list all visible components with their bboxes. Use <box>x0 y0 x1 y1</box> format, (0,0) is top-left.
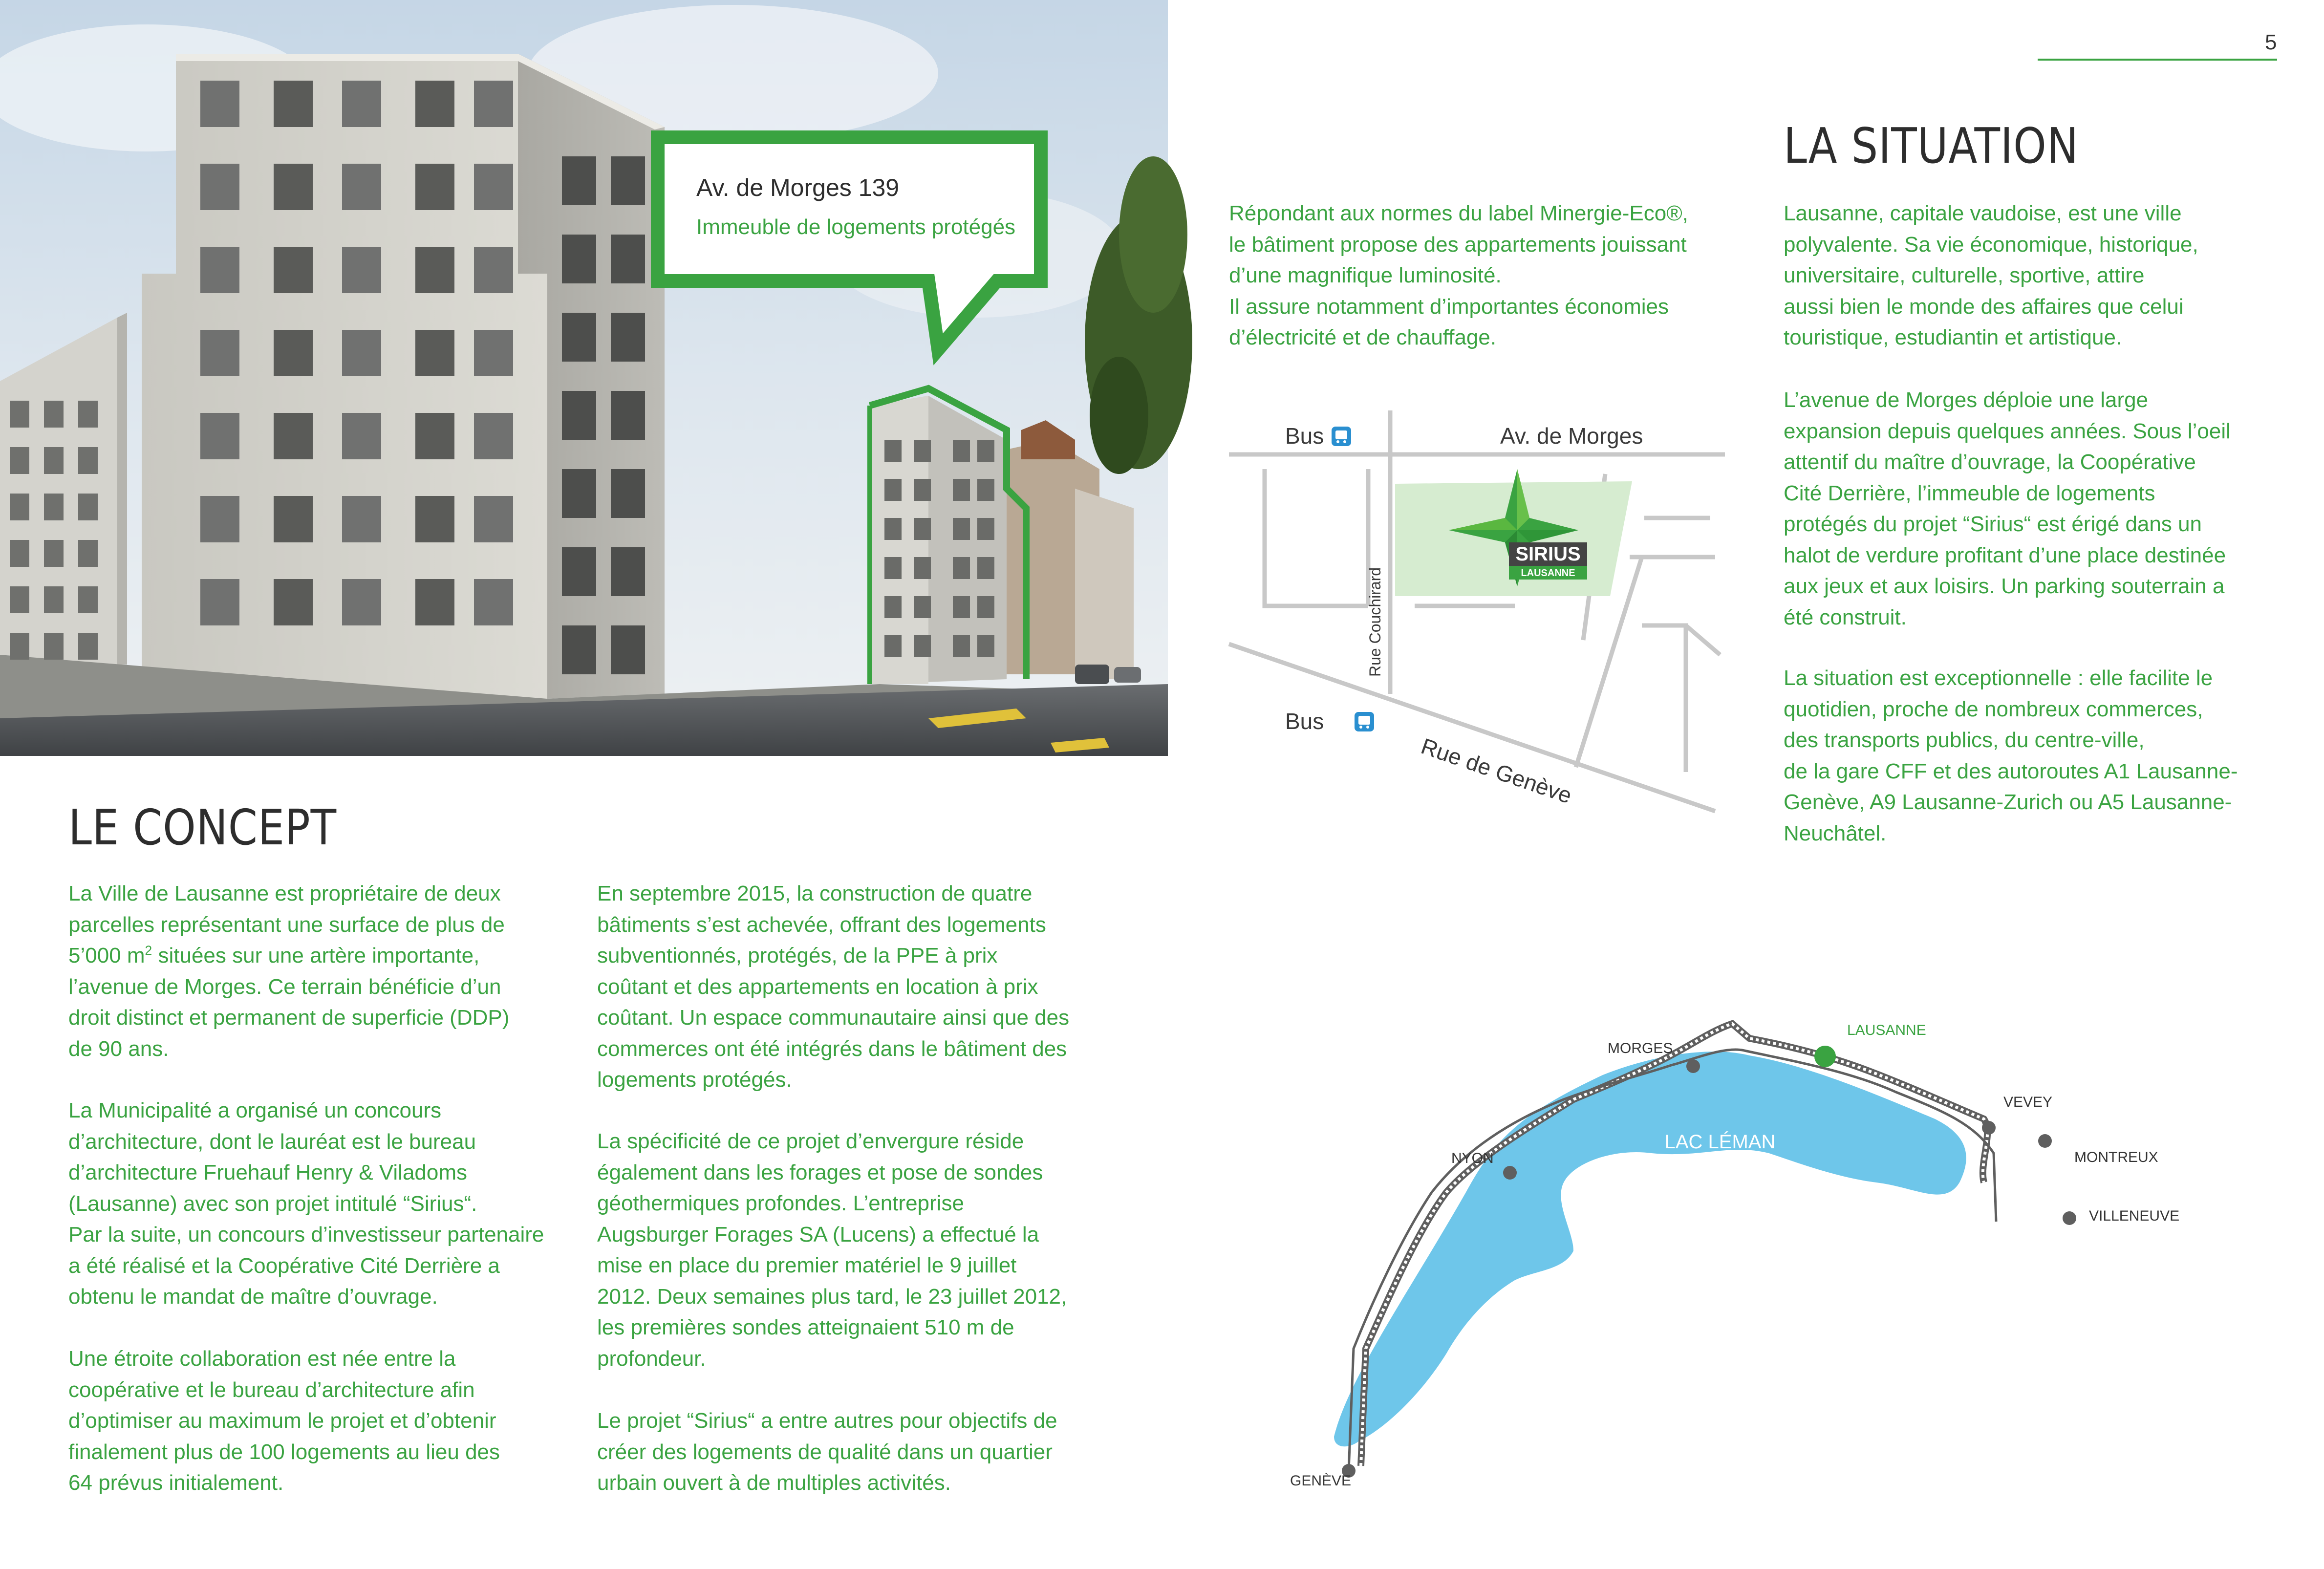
building-window <box>914 557 931 579</box>
building-window <box>474 247 513 293</box>
building-window <box>415 247 454 293</box>
building-window <box>274 81 313 127</box>
building-window <box>611 469 645 518</box>
building-window <box>562 391 596 440</box>
page-number-rule <box>2038 59 2277 61</box>
building-window <box>474 330 513 376</box>
concept-col2-p3: Le projet “Sirius“ a entre autres pour objectifs de créer des logements de qualité dans un quartier urbain ouvert à de multiples activités. <box>597 1409 1057 1495</box>
building-window <box>415 413 454 459</box>
building-window <box>562 235 596 283</box>
building-window <box>953 440 970 462</box>
building-window <box>10 401 29 428</box>
building-window <box>274 247 313 293</box>
building-window <box>914 518 931 540</box>
building-window <box>562 547 596 596</box>
building-window <box>274 413 313 459</box>
building-window <box>200 247 239 293</box>
building-window <box>884 635 902 657</box>
street-map <box>1222 401 1740 821</box>
building-window <box>474 579 513 625</box>
building-window <box>78 401 98 428</box>
concept-heading: LE CONCEPT <box>68 799 337 856</box>
building-window <box>10 633 29 660</box>
building-window <box>10 447 29 474</box>
building-window <box>200 164 239 210</box>
bus-label-bottom: Bus <box>1285 709 1324 734</box>
building-window <box>10 586 29 613</box>
building-window <box>884 440 902 462</box>
building-window <box>474 81 513 127</box>
callout-frame <box>655 134 1046 359</box>
building-window <box>977 596 994 618</box>
city-morges: MORGES <box>1608 1040 1673 1056</box>
building-window <box>415 579 454 625</box>
building-window <box>562 469 596 518</box>
building-window <box>977 518 994 540</box>
city-vevey: VEVEY <box>2003 1094 2053 1110</box>
building-window <box>415 164 454 210</box>
building-window <box>200 579 239 625</box>
building-window <box>474 413 513 459</box>
building-window <box>914 440 931 462</box>
building-window <box>415 330 454 376</box>
building-window <box>342 496 381 542</box>
city-nyon: NYON <box>1451 1150 1494 1166</box>
building-window <box>953 596 970 618</box>
building-window <box>44 540 64 567</box>
sirius-logo-city: LAUSANNE <box>1521 568 1575 579</box>
situation-p1: Lausanne, capitale vaudoise, est une ville polyvalente. Sa vie économique, historique, universitaire, culturelle, sportive, attire aussi bien le monde des affaires que celui touristique, estudiantin et artistique. <box>1784 201 2198 349</box>
lake-name: LAC LÉMAN <box>1664 1131 1776 1153</box>
building-window <box>78 540 98 567</box>
building-window <box>44 401 64 428</box>
building-window <box>274 164 313 210</box>
bus-label-top: Bus <box>1285 423 1324 449</box>
building-window <box>78 633 98 660</box>
building-window <box>953 635 970 657</box>
building-window <box>914 479 931 501</box>
building-window <box>562 625 596 674</box>
rue-geneve-label: Rue de Genève <box>1418 733 1575 809</box>
city-geneve: GENÈVE <box>1290 1473 1352 1489</box>
rue-couchirard-label: Rue Couchirard <box>1366 567 1384 677</box>
building-window <box>611 313 645 362</box>
page-number: 5 <box>2265 30 2277 54</box>
building-window <box>977 440 994 462</box>
building-window <box>415 81 454 127</box>
building-window <box>914 596 931 618</box>
building-window <box>342 247 381 293</box>
callout-subtitle: Immeuble de logements protégés <box>696 215 1016 239</box>
bus-icon <box>1355 712 1374 731</box>
concept-col2-p2: La spécificité de ce projet d’envergure réside également dans les forages et pose de sondes géothermiques profondes. L’entreprise Augsburger Forages SA (Lucens) a effectué la mise en place du premier matériel le 9 juillet 2012. Deux semaines plus tard, le 23 juillet 2012, les premières sondes atteignaient 510 m de profondeur. <box>597 1129 1067 1371</box>
building-window <box>10 494 29 520</box>
building-window <box>200 330 239 376</box>
concept-col2-p1: En septembre 2015, la construction de quatre bâtiments s’est achevée, offrant des logements subventionnés, protégés, de la PPE à prix coûtant et des appartements en location à prix coûtant. Un espace communautaire ainsi que des commerces ont été intégrés dans le bâtiment des logements protégés. <box>597 881 1070 1092</box>
building-window <box>977 479 994 501</box>
building-window <box>953 518 970 540</box>
building-window <box>200 496 239 542</box>
building-photo <box>0 0 1168 756</box>
building-window <box>415 496 454 542</box>
building-window <box>611 391 645 440</box>
lake-shape <box>1334 1052 1966 1446</box>
concept-col1-p1: La Ville de Lausanne est propriétaire de deux parcelles représentant une surface de plus de 5’000 $m^2$ situées sur une artère importante, l’avenue de Morges. Ce terrain bénéficie d’un droit distinct et permanent de superficie (DDP) de 90 ans. <box>68 881 510 1061</box>
building-window <box>884 518 902 540</box>
city-villeneuve: VILLENEUVE <box>2089 1208 2180 1224</box>
building-window <box>977 635 994 657</box>
building-window <box>274 579 313 625</box>
situation-heading: LA SITUATION <box>1784 117 2079 174</box>
building-window <box>611 235 645 283</box>
city-montreux: MONTREUX <box>2074 1149 2158 1165</box>
building-window <box>953 557 970 579</box>
city-lausanne: LAUSANNE <box>1847 1022 1926 1038</box>
building-window <box>274 496 313 542</box>
building-window <box>44 494 64 520</box>
building-window <box>78 494 98 520</box>
building-window <box>78 447 98 474</box>
building-window <box>342 330 381 376</box>
building-window <box>200 413 239 459</box>
building-window <box>342 579 381 625</box>
building-window <box>953 479 970 501</box>
lake-map <box>1261 977 2180 1505</box>
situation-p2: L’avenue de Morges déploie une large expansion depuis quelques années. Sous l’oeil attentif du maître d’ouvrage, la Coopérative Cité Derrière, l’immeuble de logements protégés du projet “Sirius“ est érigé dans un halot de verdure profitant d’une place destinée aux jeux et aux loisirs. Un parking souterrain a été construit. <box>1784 388 2231 629</box>
building-window <box>977 557 994 579</box>
callout-title: Av. de Morges 139 <box>696 174 900 201</box>
building-window <box>200 81 239 127</box>
intro-paragraph: Répondant aux normes du label Minergie-Eco®, le bâtiment propose des appartements jouissant d’une magnifique luminosité. Il assure notamment d’importantes économies d’électricité et de chauffage. <box>1229 201 1688 349</box>
building-window <box>474 164 513 210</box>
building-window <box>562 313 596 362</box>
building-window <box>44 586 64 613</box>
building-window <box>611 625 645 674</box>
building-window <box>342 413 381 459</box>
building-window <box>611 547 645 596</box>
building-window <box>884 557 902 579</box>
building-window <box>562 156 596 205</box>
building-window <box>611 156 645 205</box>
building-window <box>44 633 64 660</box>
building-window <box>342 164 381 210</box>
building-window <box>884 596 902 618</box>
building-window <box>44 447 64 474</box>
building-window <box>474 496 513 542</box>
building-window <box>342 81 381 127</box>
building-window <box>274 330 313 376</box>
building-window <box>914 635 931 657</box>
building-window <box>10 540 29 567</box>
situation-p3: La situation est exceptionnelle : elle facilite le quotidien, proche de nombreux commerces, des transports publics, du centre-ville, de la gare CFF et des autoroutes A1 Lausanne- Genève, A9 Lausanne-Zurich ou A5 Lausanne- Neuchâtel. <box>1784 666 2238 845</box>
building-window <box>78 586 98 613</box>
sirius-logo-name: SIRIUS <box>1515 543 1581 565</box>
building-window <box>884 479 902 501</box>
bus-icon <box>1332 427 1351 446</box>
concept-col1-p2: La Municipalité a organisé un concours d’architecture, dont le lauréat est le bureau d’architecture Fruehauf Henry & Viladoms (Lausanne) avec son projet intitulé “Sirius“. Par la suite, un concours d’investisseur partenaire a été réalisé et la Coopérative Cité Derrière a obtenu le mandat de maître d’ouvrage. <box>68 1098 544 1309</box>
concept-col1-p3: Une étroite collaboration est née entre la coopérative et le bureau d’architecture afin d’optimiser au maximum le projet et d’obtenir finalement plus de 100 logements au lieu des 64 prévus initialement. <box>68 1347 500 1495</box>
av-morges-label: Av. de Morges <box>1500 423 1643 449</box>
